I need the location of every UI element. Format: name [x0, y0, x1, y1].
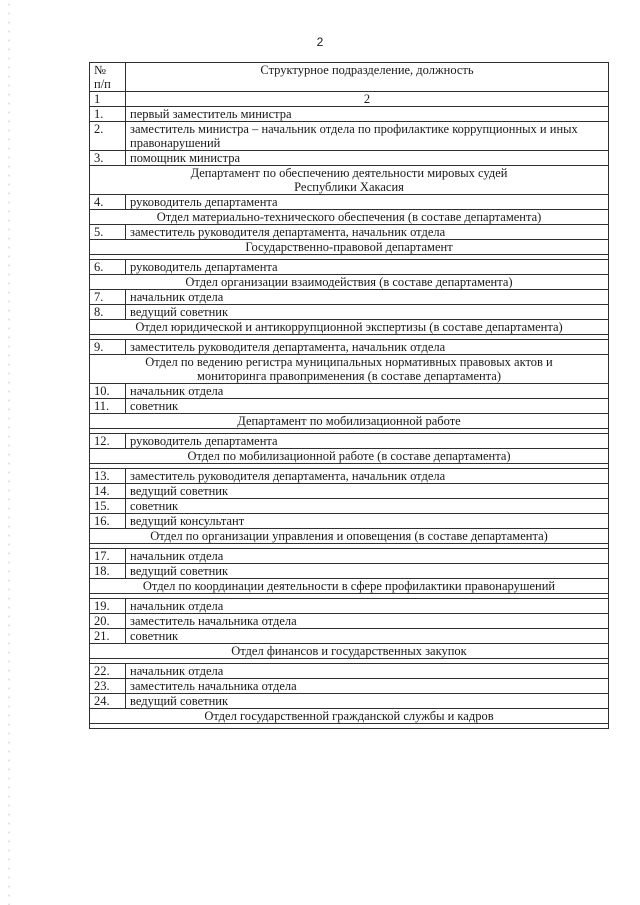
row-number: 23.	[90, 679, 126, 694]
table-row	[90, 549, 609, 564]
section-heading: Департамент по мобилизационной работе	[90, 414, 609, 429]
section-row	[90, 210, 609, 225]
section-heading: Отдел по координации деятельности в сфере профилактики правонарушений	[90, 579, 609, 594]
table-row	[90, 484, 609, 499]
table-row	[90, 225, 609, 240]
position-title: руководитель департамента	[126, 434, 609, 449]
row-number: 17.	[90, 549, 126, 564]
position-title: первый заместитель министра	[126, 107, 609, 122]
row-number: 14.	[90, 484, 126, 499]
table-row	[90, 679, 609, 694]
row-number: 4.	[90, 195, 126, 210]
row-number: 7.	[90, 290, 126, 305]
header-index-col1: 1	[90, 92, 126, 107]
section-row	[90, 240, 609, 255]
section-heading: Отдел государственной гражданской службы и кадров	[90, 709, 609, 724]
row-number: 8.	[90, 305, 126, 320]
row-number: 6.	[90, 260, 126, 275]
table-row	[90, 305, 609, 320]
section-spacer-row	[90, 724, 609, 729]
section-heading: Отдел материально-технического обеспечения (в составе департамента)	[90, 210, 609, 225]
position-title: заместитель руководителя департамента, начальник отдела	[126, 340, 609, 355]
section-heading: Отдел организации взаимодействия (в составе департамента)	[90, 275, 609, 290]
row-number: 24.	[90, 694, 126, 709]
header-index-col2: 2	[126, 92, 609, 107]
table-row	[90, 107, 609, 122]
table-row	[90, 564, 609, 579]
section-row	[90, 449, 609, 464]
table-row	[90, 151, 609, 166]
position-title: ведущий советник	[126, 564, 609, 579]
position-title: ведущий консультант	[126, 514, 609, 529]
position-title: начальник отдела	[126, 599, 609, 614]
row-number: 9.	[90, 340, 126, 355]
section-heading: Государственно-правовой департамент	[90, 240, 609, 255]
table-row	[90, 469, 609, 484]
position-title: советник	[126, 629, 609, 644]
section-heading: Департамент по обеспечению деятельности мировых судей Республики Хакасия	[90, 166, 609, 195]
position-title: начальник отдела	[126, 384, 609, 399]
table-header-row	[90, 63, 609, 92]
section-row	[90, 579, 609, 594]
table-index-row	[90, 92, 609, 107]
row-number: 1.	[90, 107, 126, 122]
section-row	[90, 275, 609, 290]
section-row	[90, 166, 609, 195]
position-title: начальник отдела	[126, 290, 609, 305]
section-heading: Отдел по организации управления и оповещения (в составе департамента)	[90, 529, 609, 544]
row-number: 5.	[90, 225, 126, 240]
position-title: начальник отдела	[126, 664, 609, 679]
section-row	[90, 320, 609, 335]
section-row	[90, 355, 609, 384]
section-heading: Отдел финансов и государственных закупок	[90, 644, 609, 659]
table-row	[90, 122, 609, 151]
section-heading: Отдел юридической и антикоррупционной экспертизы (в составе департамента)	[90, 320, 609, 335]
row-number: 20.	[90, 614, 126, 629]
position-title: заместитель министра – начальник отдела по профилактике коррупционных и иных правонарушений	[126, 122, 609, 151]
row-number: 13.	[90, 469, 126, 484]
section-row	[90, 709, 609, 724]
row-number: 22.	[90, 664, 126, 679]
position-title: советник	[126, 499, 609, 514]
table-row	[90, 195, 609, 210]
table-row	[90, 629, 609, 644]
row-number: 15.	[90, 499, 126, 514]
table-row	[90, 499, 609, 514]
section-spacer	[90, 724, 609, 729]
row-number: 2.	[90, 122, 126, 151]
header-num-label: № п/п	[90, 63, 126, 92]
section-row	[90, 529, 609, 544]
row-number: 19.	[90, 599, 126, 614]
row-number: 10.	[90, 384, 126, 399]
table-row	[90, 614, 609, 629]
position-title: заместитель начальника отдела	[126, 679, 609, 694]
row-number: 16.	[90, 514, 126, 529]
position-title: начальник отдела	[126, 549, 609, 564]
position-title: ведущий советник	[126, 694, 609, 709]
position-title: заместитель руководителя департамента, начальник отдела	[126, 225, 609, 240]
scan-margin-artifact	[6, 0, 12, 905]
position-title: советник	[126, 399, 609, 414]
position-title: заместитель начальника отдела	[126, 614, 609, 629]
row-number: 3.	[90, 151, 126, 166]
section-row	[90, 414, 609, 429]
position-title: руководитель департамента	[126, 195, 609, 210]
table-row	[90, 290, 609, 305]
section-heading: Отдел по ведению регистра муниципальных нормативных правовых актов и мониторинга правоприменения (в составе департамента)	[90, 355, 609, 384]
row-number: 12.	[90, 434, 126, 449]
row-number: 18.	[90, 564, 126, 579]
header-title: Структурное подразделение, должность	[126, 63, 609, 92]
table-row	[90, 434, 609, 449]
row-number: 21.	[90, 629, 126, 644]
table-row	[90, 384, 609, 399]
section-row	[90, 644, 609, 659]
table-row	[90, 694, 609, 709]
table-row	[90, 514, 609, 529]
section-heading: Отдел по мобилизационной работе (в составе департамента)	[90, 449, 609, 464]
positions-table	[89, 62, 609, 729]
table-row	[90, 664, 609, 679]
position-title: руководитель департамента	[126, 260, 609, 275]
position-title: заместитель руководителя департамента, начальник отдела	[126, 469, 609, 484]
table-row	[90, 260, 609, 275]
table-row	[90, 340, 609, 355]
table-row	[90, 599, 609, 614]
position-title: ведущий советник	[126, 305, 609, 320]
page-number: 2	[316, 35, 324, 49]
position-title: ведущий советник	[126, 484, 609, 499]
row-number: 11.	[90, 399, 126, 414]
table-row	[90, 399, 609, 414]
position-title: помощник министра	[126, 151, 609, 166]
